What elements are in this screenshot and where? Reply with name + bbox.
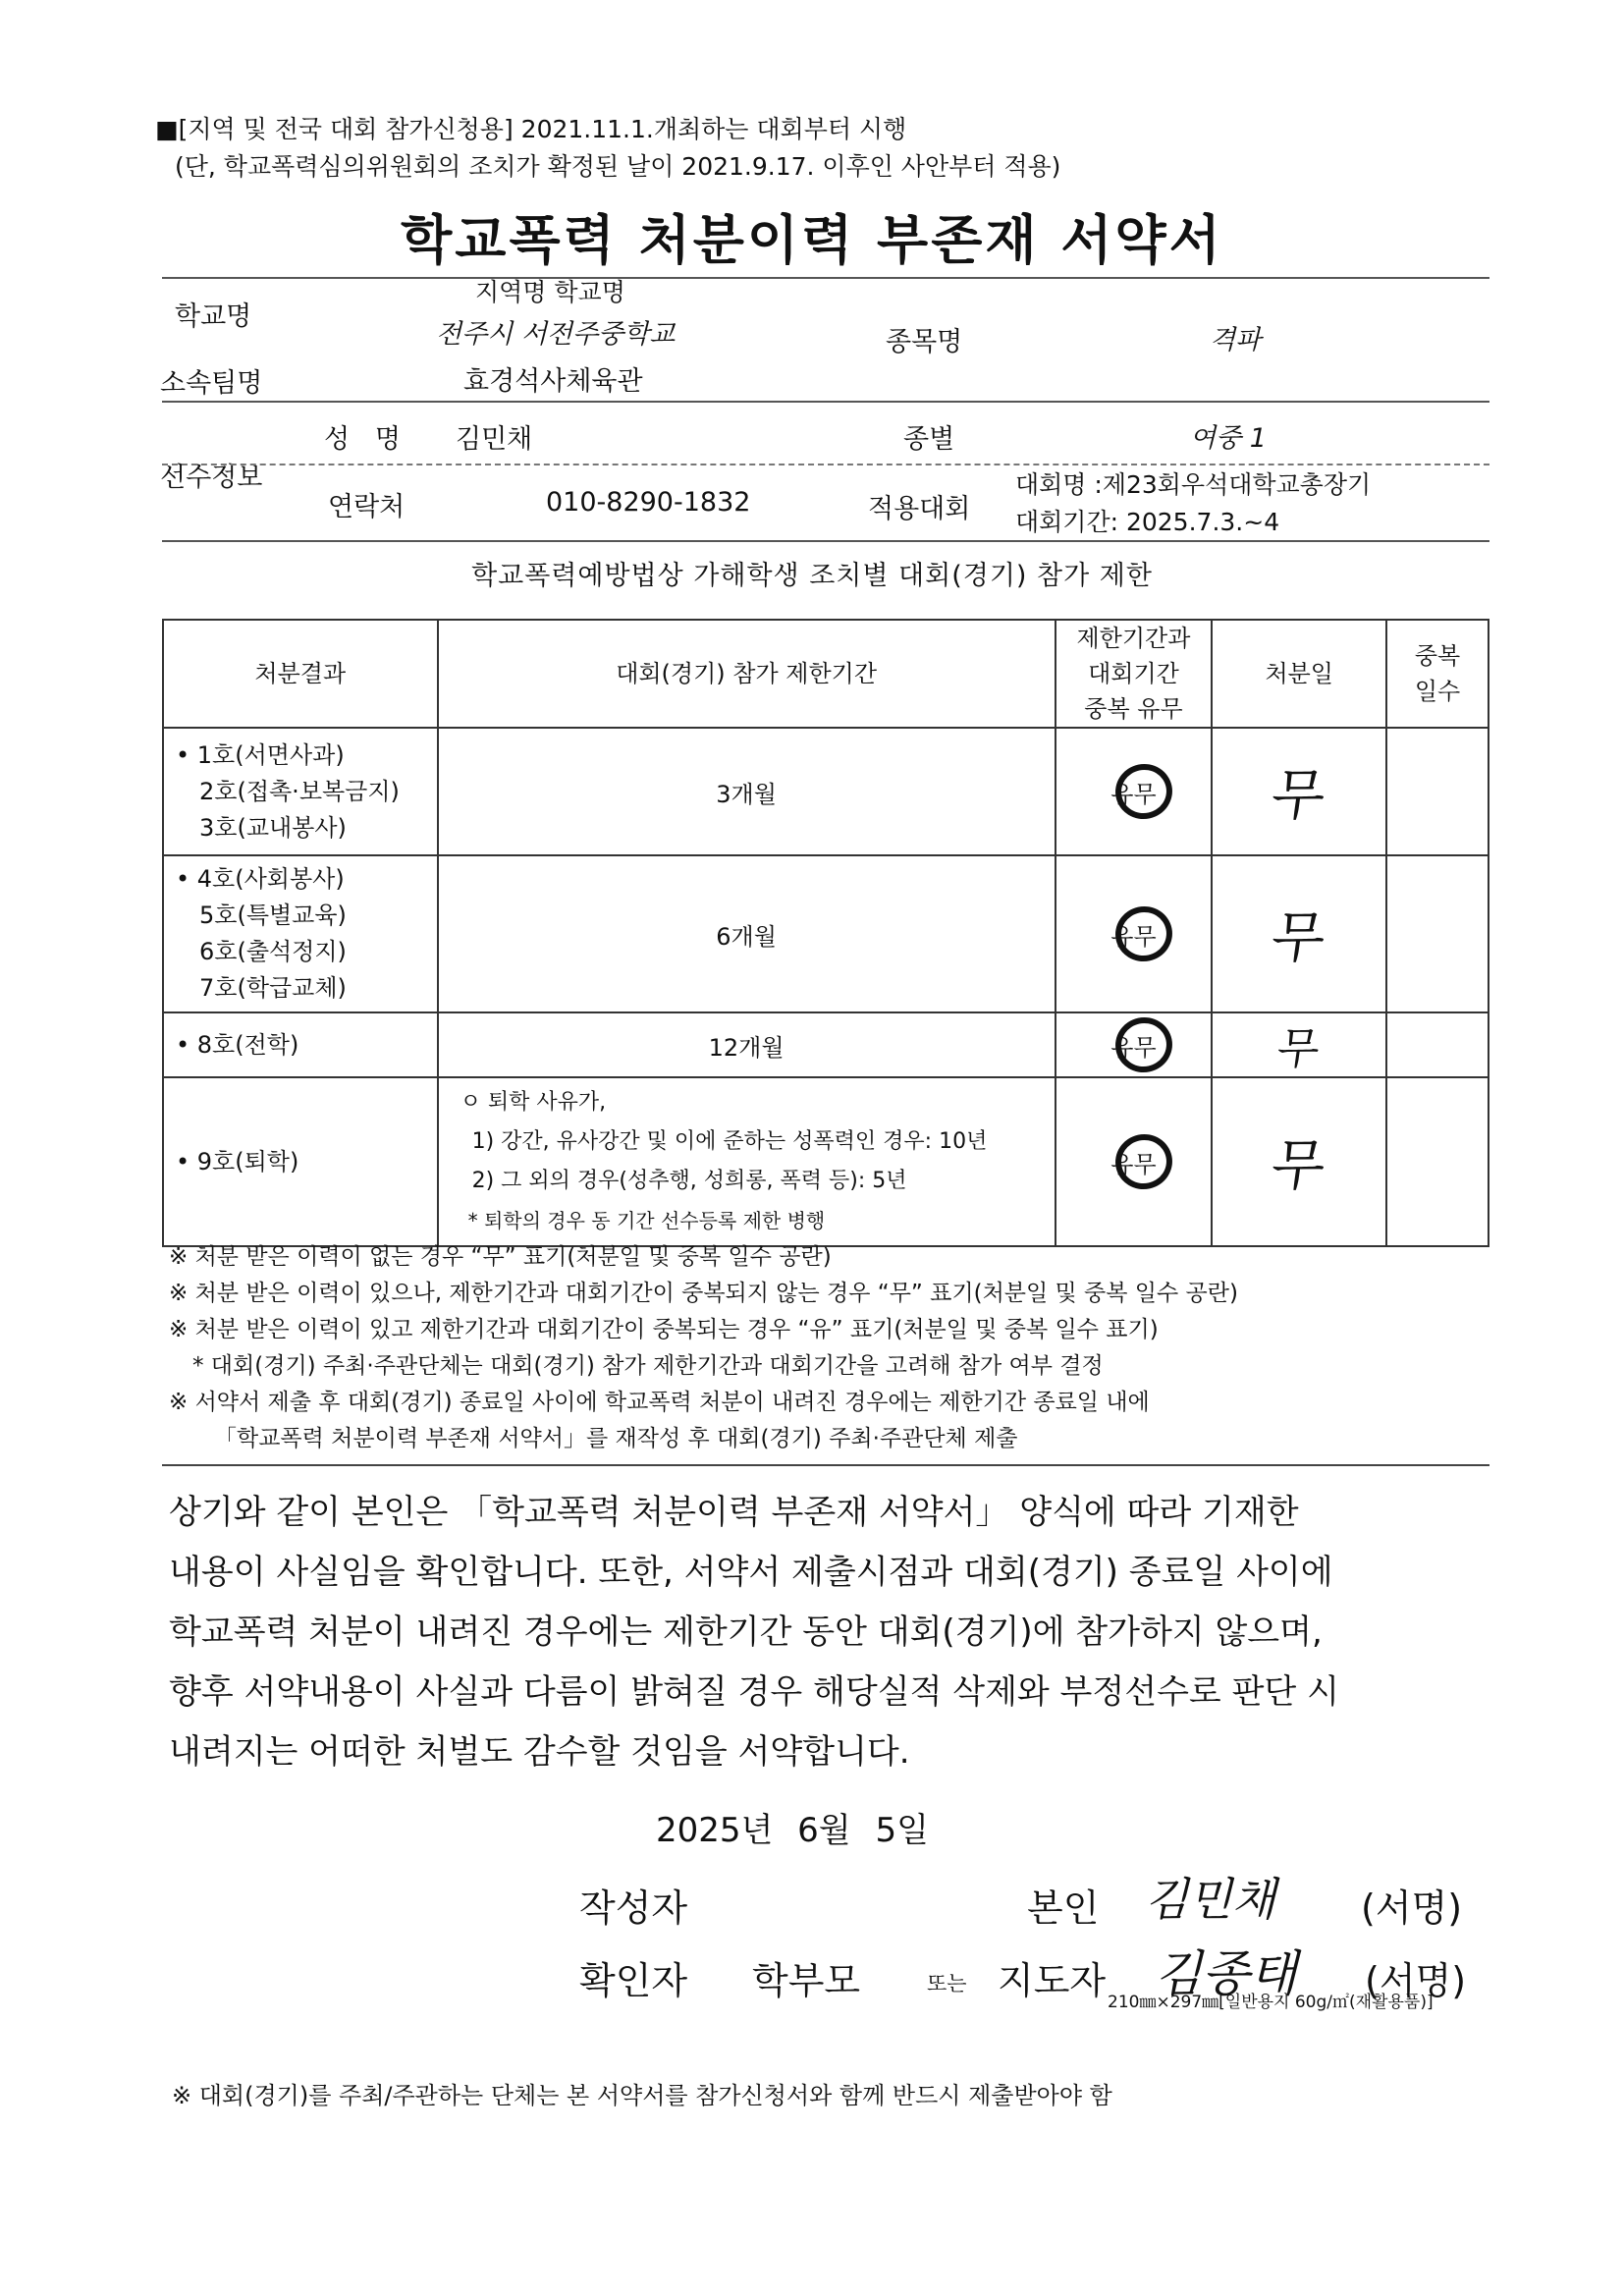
divider (162, 277, 1489, 279)
writer-label: 작성자 (579, 1886, 688, 1930)
notes (169, 1239, 1238, 1457)
row-mark: 무 (1201, 855, 1397, 1012)
restriction-table-title: 학교폭력예방법상 가해학생 조치별 대회(경기) 참가 제한 (471, 561, 1153, 591)
table-row (163, 855, 1489, 1012)
header-period: 대회(경기) 참가 제한기간 (438, 620, 1056, 728)
event-value: 격파 (1210, 325, 1262, 355)
row-overlap: 유무 (1056, 855, 1213, 1012)
row-overlap: 유무 (1056, 1012, 1213, 1077)
note-line: * 대회(경기) 주최·주관단체는 대회(경기) 참가 제한기간과 대회기간을 고려해 참가 여부 결정 (192, 1353, 1104, 1379)
event-label: 종목명 (886, 327, 963, 357)
divider (162, 540, 1489, 542)
parent-label: 학부모 (752, 1959, 861, 2002)
header-result: 처분결과 (163, 620, 438, 728)
seal-label-2: (서명) (1365, 1959, 1467, 2002)
row-mark: 무 (1200, 1077, 1398, 1246)
note-line: ※ 서약서 제출 후 대회(경기) 종료일 사이에 학교폭력 처분이 내려진 경우에는 제한기간 종료일 내에 (169, 1390, 1150, 1415)
header-overlap: 제한기간과 대회기간 중복 유무 (1056, 620, 1213, 728)
row-period: 3개월 (438, 728, 1056, 855)
contact-label: 연락처 (328, 492, 406, 522)
notice-line-1: ■[지역 및 전국 대회 참가신청용] 2021.11.1.개최하는 대회부터 시행 (155, 115, 907, 143)
row-period: 12개월 (438, 1012, 1056, 1077)
restriction-table (162, 619, 1489, 1247)
row-categories: • 4호(사회봉사) 5호(특별교육) 6호(출석정지) 7호(학급교체) (163, 855, 438, 1012)
self-signature: 김민채 (1145, 1873, 1276, 1926)
row-categories: • 9호(퇴학) (163, 1077, 438, 1246)
row-period-detail: ㅇ 퇴학 사유가, 1) 강간, 유사강간 및 이에 준하는 성폭력인 경우: 10년 2) 그 외의 경우(성추행, 성희롱, 폭력 등): 5년 * 퇴학의 경우 동 기간 선수등록 제한 병행 (438, 1077, 1056, 1246)
footer-note: ※ 대회(경기)를 주최/주관하는 단체는 본 서약서를 참가신청서와 함께 반드시 제출받아야 함 (172, 2082, 1112, 2109)
pledge-date: 2025년 6월 5일 (656, 1811, 929, 1850)
table-row (163, 1077, 1489, 1246)
competition-name: 대회명 :제23회우석대학교총장기 (1015, 470, 1372, 499)
table-row (163, 1012, 1489, 1077)
competition-label: 적용대회 (868, 494, 971, 524)
circle-mark (1110, 1129, 1176, 1195)
row-categories: • 8호(전학) (163, 1012, 438, 1077)
row-days (1386, 1077, 1489, 1246)
divider (162, 401, 1489, 403)
row-overlap: 유무 (1056, 1077, 1213, 1246)
table-row (163, 728, 1489, 855)
paper-spec: 210㎜×297㎜[일반용지 60g/㎡(재활용품)] (1108, 1993, 1434, 2012)
seal-label-1: (서명) (1361, 1886, 1463, 1930)
row-days (1386, 1012, 1489, 1077)
note-line: ※ 처분 받은 이력이 있고 제한기간과 대회기간이 중복되는 경우 “유” 표기(처분일 및 중복 일수 표기) (169, 1317, 1159, 1342)
school-value: 전주시 서전주중학교 (436, 319, 676, 350)
row-categories: • 1호(서면사과) 2호(접촉·보복금지) 3호(교내봉사) (163, 728, 438, 855)
row-mark: 무 (1208, 1012, 1391, 1077)
circle-mark (1110, 902, 1176, 967)
notice-line-2: (단, 학교폭력심의위원회의 조치가 확정된 날이 2021.9.17. 이후인 사안부터 적용) (175, 152, 1061, 181)
note-line: 「학교폭력 처분이력 부존재 서약서」를 재작성 후 대회(경기) 주최·주관단체 제출 (214, 1426, 1018, 1451)
division-label: 종별 (903, 424, 955, 455)
circle-mark (1110, 1012, 1176, 1078)
header-date: 처분일 (1212, 620, 1386, 728)
self-label: 본인 (1027, 1886, 1100, 1930)
confirmer-label: 확인자 (579, 1959, 688, 2002)
contact-value: 010-8290-1832 (546, 487, 751, 518)
table-header-row (163, 620, 1489, 728)
coach-label: 지도자 (998, 1959, 1107, 2002)
note-line: ※ 처분 받은 이력이 없는 경우 “무” 표기(처분일 및 중복 일수 공란) (169, 1244, 832, 1270)
row-mark: 무 (1203, 728, 1395, 855)
name-label: 성 명 (324, 424, 401, 455)
name-value: 김민채 (456, 424, 533, 455)
divider (162, 1464, 1489, 1466)
school-label: 학교명 (175, 301, 252, 332)
document-title: 학교폭력 처분이력 부존재 서약서 (401, 209, 1223, 271)
team-value: 효경석사체육관 (463, 366, 643, 397)
pledge-text: 상기와 같이 본인은 「학교폭력 처분이력 부존재 서약서」 양식에 따라 기재한 내용이 사실임을 확인합니다. 또한, 서약서 제출시점과 대회(경기) 종료일 사이에 학교폭력 처분이 내려진 경우에는 제한기간 동안 대회(경기)에 참가하지 않으며, 향후 서약내용이 사실과 다름이 밝혀질 경우 해당실적 삭제와 부정선수로 판단 시 내려지는 어떠한 처벌도 감수할 것임을 서약합니다. (169, 1493, 1339, 1772)
row-days (1386, 728, 1489, 855)
note-line: ※ 처분 받은 이력이 있으나, 제한기간과 대회기간이 중복되지 않는 경우 “무” 표기(처분일 및 중복 일수 공란) (169, 1281, 1238, 1306)
or-label: 또는 (927, 1972, 967, 1995)
header-days: 중복 일수 (1386, 620, 1489, 728)
team-label: 소속팀명 (160, 368, 263, 399)
school-sublabel: 지역명 학교명 (475, 278, 625, 306)
player-info-label: 선수정보 (160, 463, 263, 493)
row-period: 6개월 (438, 855, 1056, 1012)
row-overlap: 유무 (1056, 728, 1213, 855)
row-days (1386, 855, 1489, 1012)
division-value: 여중 1 (1190, 423, 1267, 454)
coach-signature: 김종태 (1155, 1945, 1297, 2002)
competition-period: 대회기간: 2025.7.3.~4 (1015, 508, 1280, 536)
circle-mark (1110, 759, 1176, 825)
